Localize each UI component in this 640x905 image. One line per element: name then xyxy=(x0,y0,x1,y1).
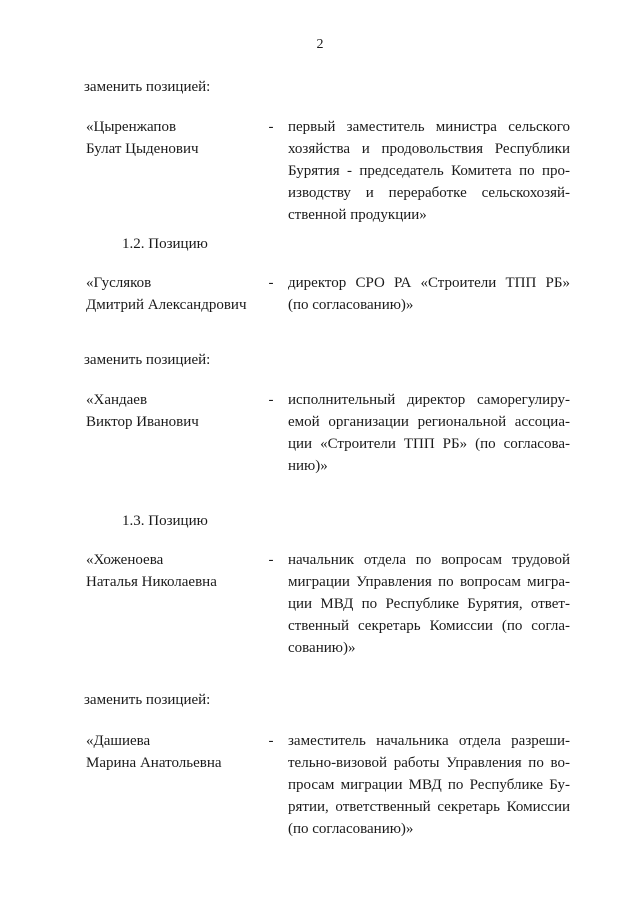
desc-line: ственный секретарь Комиссии (по согла- xyxy=(288,618,570,634)
position-description xyxy=(288,549,570,659)
name-line: Булат Цыденович xyxy=(86,141,199,157)
name-line: «Хандаев xyxy=(86,392,148,408)
name-line: Виктор Иванович xyxy=(86,414,199,430)
position-description xyxy=(288,116,570,226)
desc-line: директор СРО РА «Строители ТПП РБ» xyxy=(288,275,570,291)
position-description xyxy=(288,389,570,477)
position-description xyxy=(288,730,570,840)
desc-line: исполнительный директор саморегулиру- xyxy=(288,392,570,408)
section-heading-1-3: 1.3. Позицию xyxy=(122,513,208,529)
person-name xyxy=(86,389,261,433)
section-heading-1-2: 1.2. Позицию xyxy=(122,236,208,252)
desc-line: тельно-визовой работы Управления по во- xyxy=(288,755,570,771)
desc-line: начальник отдела по вопросам трудовой xyxy=(288,552,570,568)
person-name xyxy=(86,730,261,774)
dash-separator: - xyxy=(268,733,274,749)
dash-separator: - xyxy=(268,119,274,135)
replace-with-heading: заменить позицией: xyxy=(84,352,211,368)
desc-line: Бурятия - председатель Комитета по про- xyxy=(288,163,570,179)
desc-line: заместитель начальника отдела разреши- xyxy=(288,733,570,749)
desc-line: (по согласованию)» xyxy=(288,297,414,313)
desc-line: первый заместитель министра сельского xyxy=(288,119,570,135)
replace-with-heading: заменить позицией: xyxy=(84,692,211,708)
dash-separator: - xyxy=(268,552,274,568)
dash-separator: - xyxy=(268,275,274,291)
person-name xyxy=(86,272,261,316)
desc-line: емой организации региональной ассоциа- xyxy=(288,414,570,430)
desc-line: ции «Строители ТПП РБ» (по согласова- xyxy=(288,436,570,452)
desc-line: рятии, ответственный секретарь Комиссии xyxy=(288,799,570,815)
desc-line: сованию)» xyxy=(288,640,356,656)
name-line: Наталья Николаевна xyxy=(86,574,217,590)
name-line: «Хоженоева xyxy=(86,552,164,568)
desc-line: миграции Управления по вопросам мигра- xyxy=(288,574,570,590)
name-line: «Дашиева xyxy=(86,733,151,749)
desc-line: изводству и переработке сельскохозяй- xyxy=(288,185,570,201)
desc-line: ственной продукции» xyxy=(288,207,427,223)
name-line: Дмитрий Александрович xyxy=(86,297,247,313)
page-number: 2 xyxy=(316,37,324,52)
desc-line: просам миграции МВД по Республике Бу- xyxy=(288,777,570,793)
desc-line: нию)» xyxy=(288,458,328,474)
desc-line: хозяйства и продовольствия Республики xyxy=(288,141,570,157)
name-line: «Цыренжапов xyxy=(86,119,177,135)
person-name xyxy=(86,116,261,160)
replace-with-heading: заменить позицией: xyxy=(84,79,211,95)
position-description xyxy=(288,272,570,316)
desc-line: ции МВД по Республике Бурятия, ответ- xyxy=(288,596,570,612)
name-line: «Гусляков xyxy=(86,275,152,291)
name-line: Марина Анатольевна xyxy=(86,755,222,771)
desc-line: (по согласованию)» xyxy=(288,821,414,837)
person-name xyxy=(86,549,261,593)
dash-separator: - xyxy=(268,392,274,408)
